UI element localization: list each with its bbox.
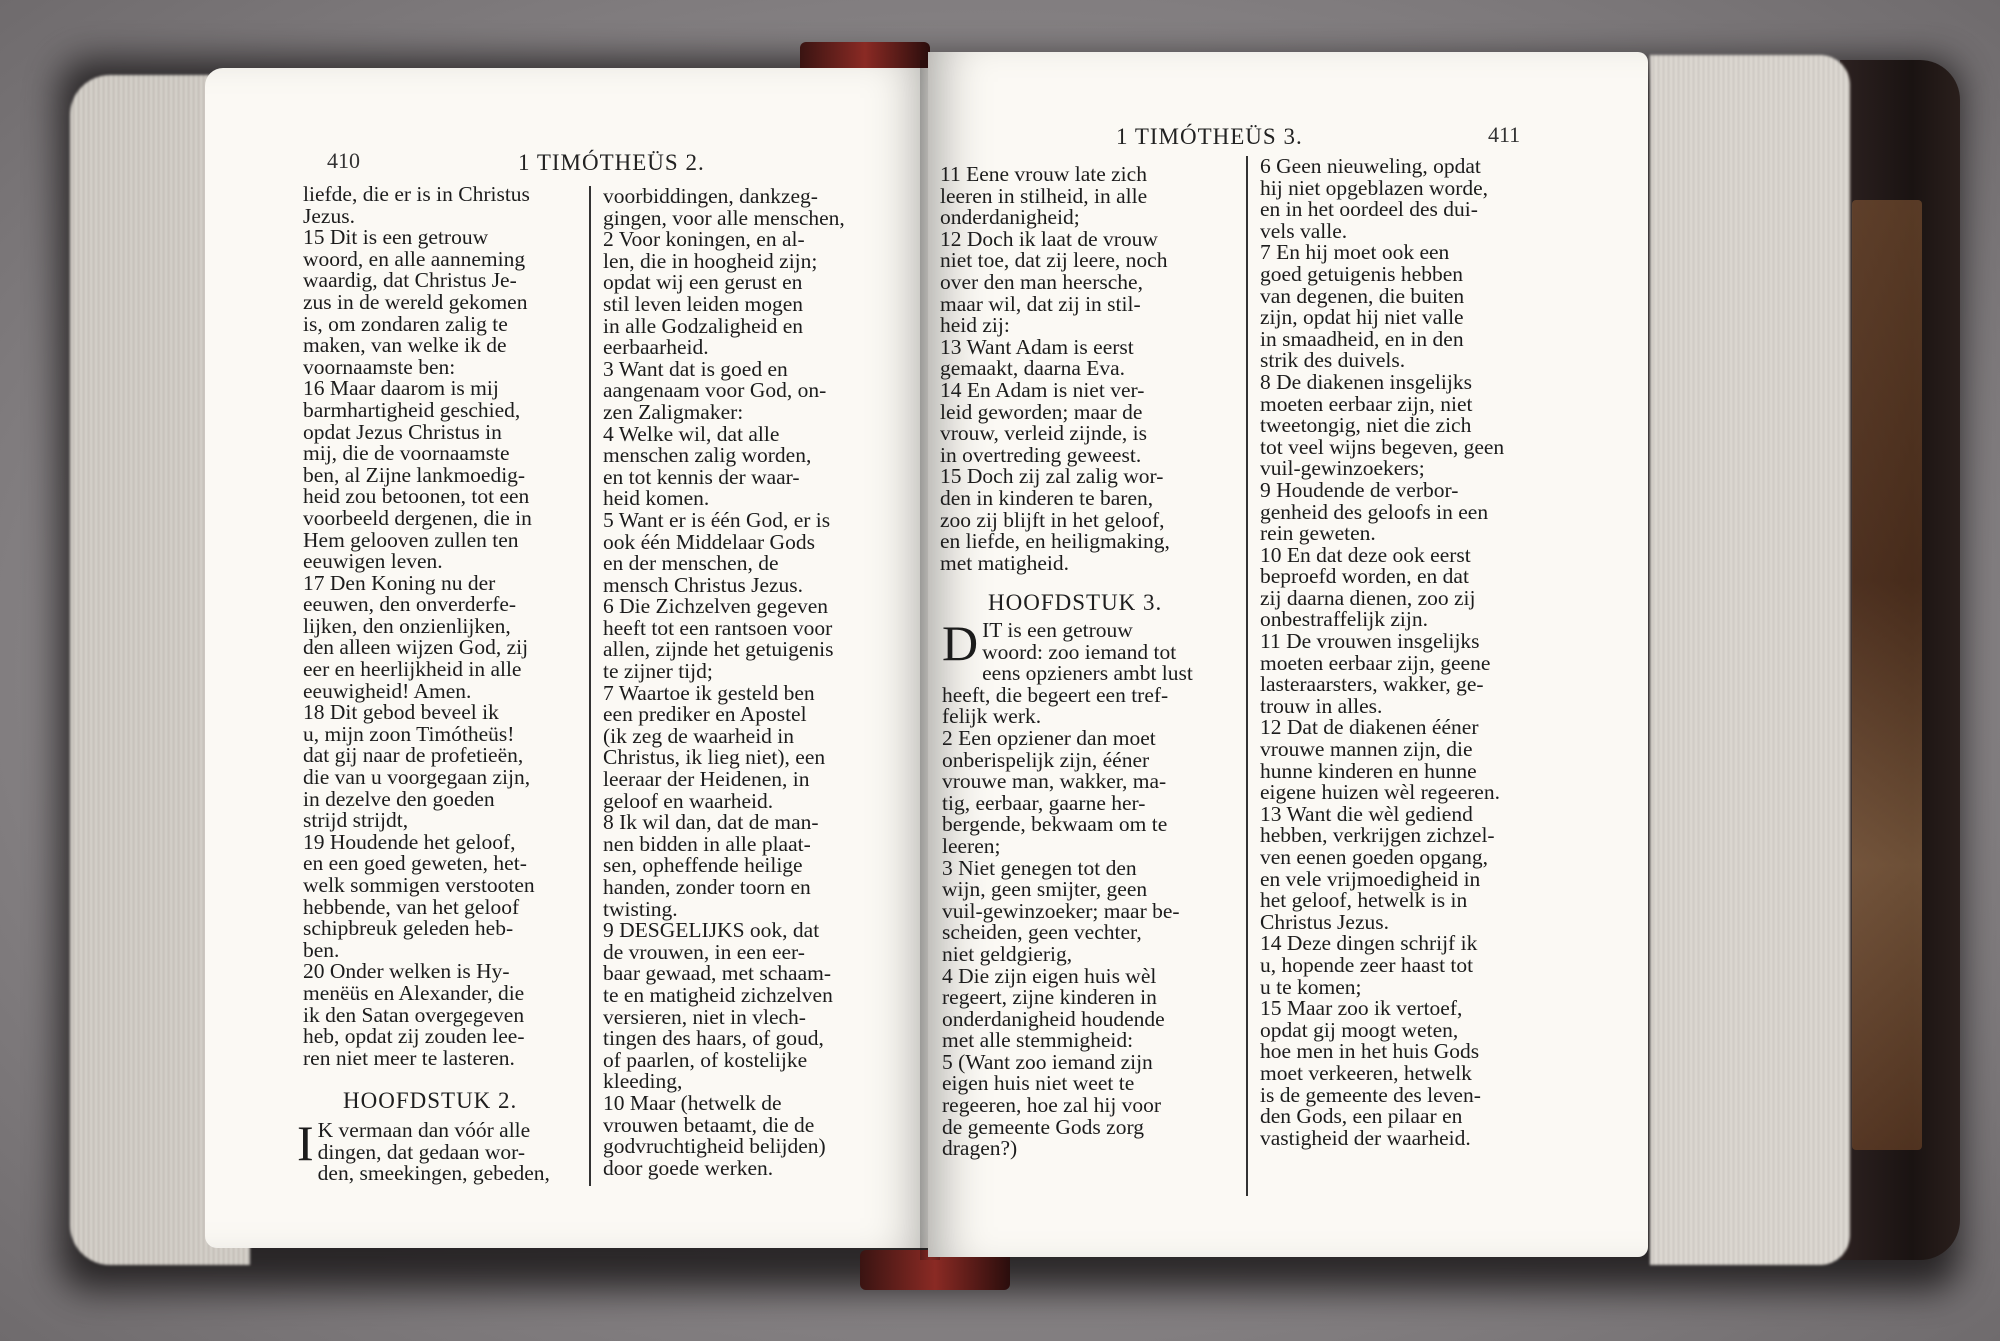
cover-lining: [1852, 200, 1922, 1150]
column-divider: [1246, 156, 1248, 1196]
left-page: [205, 68, 930, 1248]
right-page: [928, 52, 1648, 1257]
page-number: 410: [327, 148, 360, 173]
chapter-heading: HOOFDSTUK 3.: [988, 590, 1163, 615]
chapter-opening: [942, 615, 1232, 1161]
running-head: 1 TIMÓTHEÜS 3.: [1116, 124, 1303, 149]
chapter-opening-text: IT is een getrouw woord: zoo iemand tot eens opzieners ambt lust heeft, die begeert een tref- felijk werk. 2 Een opziener dan moet onberispelijk zijn, ééner vrouwe man, wakker, ma- tig, eerbaar, gaarne her- bergende, bekwaam om te leeren; 3 Niet genegen tot den wijn, geen smijter, geen vuil-gewinzoeker; maar be- scheiden, geen vechter, niet geldgierig, 4 Die zijn eigen huis wèl regeert, zijne kinderen in onderdanigheid houdende met alle stemmigheid: 5 (Want zoo iemand zijn eigen huis niet weet te regeeren, hoe zal hij voor de gemeente Gods zorg dragen?): [942, 618, 1193, 1161]
drop-cap: D: [942, 615, 979, 671]
page-number: 411: [1488, 122, 1521, 147]
column-text: voorbiddingen, dankzeg- gingen, voor alle menschen, 2 Voor koningen, en al- len, die in hoogheid zijn; opdat wij een gerust en stil leven leiden mogen in alle Godzaligheid en eerbaarheid. 3 Want dat is goed en aangenaam voor God, on- zen Zaligmaker: 4 Welke wil, dat alle menschen zalig worden, en tot kennis der waar- heid komen. 5 Want er is één God, er is ook één Middelaar Gods en der menschen, de mensch Christus Jezus. 6 Die Zichzelven gegeven heeft tot een rantsoen voor allen, zijnde het getuigenis te zijner tijd; 7 Waartoe ik gesteld ben een prediker en Apostel (ik zeg de waarheid in Christus, ik lieg niet), een leeraar der Heidenen, in geloof en waarheid. 8 Ik wil dan, dat de man- nen bidden in alle plaat- sen, opheffende heilige handen, zonder toorn en twisting. 9 DESGELIJKS ook, dat de vrouwen, in een eer- baar gewaad, met schaam- te en matigheid zichzelven versieren, niet in vlech- tingen des haars, of goud, of paarlen, of kostelijke kleeding, 10 Maar (hetwelk de vrouwen betaamt, die de godvruchtigheid belijden) door goede werken.: [603, 184, 845, 1180]
column-divider: [589, 186, 591, 1186]
running-head: 1 TIMÓTHEÜS 2.: [518, 150, 705, 175]
chapter-heading: HOOFDSTUK 2.: [343, 1088, 518, 1113]
drop-cap: I: [297, 1115, 314, 1171]
column-text: liefde, die er is in Christus Jezus. 15 Dit is een getrouw woord, en alle aanneming waardig, dat Christus Je- zus in de wereld gekomen is, om zondaren zalig te maken, van welke ik de voornaamste ben: 16 Maar daarom is mij barmhartigheid geschied, opdat Jezus Christus in mij, die de voornaamste ben, al Zijne lankmoedig- heid zou betoonen, tot een voorbeeld dergenen, die in Hem gelooven zullen ten eeuwigen leven. 17 Den Koning nu der eeuwen, den onverderfe- lijken, den onzienlijken, den alleen wijzen God, zij eer en heerlijkheid in alle eeuwigheid! Amen. 18 Dit gebod beveel ik u, mijn zoon Timótheüs! dat gij naar de profetieën, die van u voorgegaan zijn, in dezelve den goeden strijd strijdt, 19 Houdende het geloof, en een goed geweten, het- welk sommigen verstooten hebbende, van het geloof schipbreuk geleden heb- ben. 20 Onder welken is Hy- menëüs en Alexander, die ik den Satan overgegeven heb, opdat zij zouden lee- ren niet meer te lasteren.: [303, 182, 535, 1070]
chapter-opening-text: K vermaan dan vóór alle dingen, dat gedaan wor- den, smeekingen, gebeden,: [317, 1118, 550, 1186]
column-text: 11 Eene vrouw late zich leeren in stilheid, in alle onderdanigheid; 12 Doch ik laat de vrouw niet toe, dat zij leere, noch over den man heersche, maar wil, dat zij in stil- heid zij: 13 Want Adam is eerst gemaakt, daarna Eva. 14 En Adam is niet ver- leid geworden; maar de vrouw, verleid zijnde, is in overtreding geweest. 15 Doch zij zal zalig wor- den in kinderen te baren, zoo zij blijft in het geloof, en liefde, en heiligmaking, met matigheid.: [940, 162, 1170, 575]
chapter-opening: [297, 1115, 573, 1186]
column-text: 6 Geen nieuweling, opdat hij niet opgeblazen worde, en in het oordeel des dui- vels valle. 7 En hij moet ook een goed getuigenis hebben van degenen, die buiten zijn, opdat hij niet valle in smaadheid, en in den strik des duivels. 8 De diakenen insgelijks moeten eerbaar zijn, niet tweetongig, niet die zich tot veel wijns begeven, geen vuil-gewinzoekers; 9 Houdende de verbor- genheid des geloofs in een rein geweten. 10 En dat deze ook eerst beproefd worden, en dat zij daarna dienen, zoo zij onbestraffelijk zijn. 11 De vrouwen insgelijks moeten eerbaar zijn, geene lasteraarsters, wakker, ge- trouw in alles. 12 Dat de diakenen ééner vrouwe mannen zijn, die hunne kinderen en hunne eigene huizen wèl regeeren. 13 Want die wèl gediend hebben, verkrijgen zichzel- ven eenen goeden opgang, en vele vrijmoedigheid in het geloof, hetwelk is in Christus Jezus. 14 Deze dingen schrijf ik u, hopende zeer haast tot u te komen; 15 Maar zoo ik vertoef, opdat gij moogt weten, hoe men in het huis Gods moet verkeeren, hetwelk is de gemeente des leven- den Gods, een pilaar en vastigheid der waarheid.: [1260, 154, 1505, 1150]
right-page-edges: [1650, 55, 1850, 1265]
